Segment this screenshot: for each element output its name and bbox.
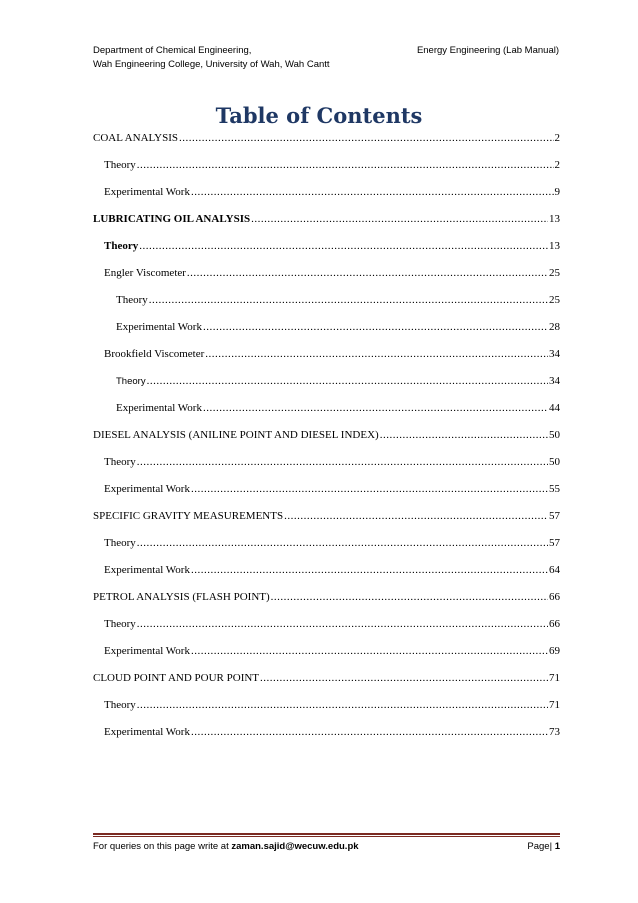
header-manual: Energy Engineering (Lab Manual)	[416, 45, 559, 56]
toc-label: Experimental Work	[104, 564, 190, 576]
toc-page: 50	[549, 429, 560, 441]
toc-label: Theory	[116, 294, 148, 306]
toc-label: Theory	[104, 159, 136, 171]
toc-label: PETROL ANALYSIS (FLASH POINT)	[93, 591, 270, 603]
toc-page: 2	[554, 132, 560, 144]
toc-page: 13	[549, 213, 560, 225]
toc-entry-experimental-work[interactable]	[104, 726, 560, 738]
toc-page: 34	[549, 375, 560, 387]
toc-page: 9	[554, 186, 560, 198]
toc-entry-cloud-point-and-pour-point[interactable]	[93, 672, 560, 684]
toc-page: 55	[549, 483, 560, 495]
toc-label: Experimental Work	[104, 726, 190, 738]
toc-page: 25	[549, 267, 560, 279]
toc-entry-specific-gravity-measurements[interactable]	[93, 510, 560, 522]
toc-label: SPECIFIC GRAVITY MEASUREMENTS	[93, 510, 284, 522]
toc-label: DIESEL ANALYSIS (ANILINE POINT AND DIESEL INDEX)	[93, 429, 379, 441]
toc-entry-engler-viscometer[interactable]	[104, 267, 560, 279]
toc-entry-experimental-work[interactable]	[116, 402, 560, 414]
toc-entry-brookfield-viscometer[interactable]	[104, 348, 560, 360]
toc-entry-petrol-analysis[interactable]	[93, 591, 560, 603]
toc-entry-theory[interactable]	[104, 159, 560, 171]
toc-entry-coal-analysis[interactable]	[93, 132, 560, 144]
toc-entry-experimental-work[interactable]	[104, 645, 560, 657]
footer-email[interactable]: zaman.sajid@wecuw.edu.pk	[231, 841, 359, 852]
toc-page: 25	[549, 294, 560, 306]
toc-page: 73	[549, 726, 560, 738]
toc-label: Experimental Work	[116, 402, 202, 414]
toc-entry-theory[interactable]	[104, 456, 560, 468]
toc-label: Engler Viscometer	[104, 267, 186, 279]
header-left	[93, 44, 330, 72]
toc-page: 71	[549, 699, 560, 711]
toc-label: LUBRICATING OIL ANALYSIS	[93, 213, 251, 225]
toc-entry-theory[interactable]	[104, 699, 560, 711]
toc-label: Theory	[104, 699, 136, 711]
toc-page: 13	[549, 240, 560, 252]
toc-label: Experimental Work	[104, 186, 190, 198]
toc-label: Brookfield Viscometer	[104, 348, 205, 360]
toc-label: Experimental Work	[104, 645, 190, 657]
toc-entry-experimental-work[interactable]	[104, 186, 560, 198]
toc-entry-diesel-analysis[interactable]	[93, 429, 560, 441]
toc-entry-theory[interactable]	[116, 375, 560, 387]
footer-rule-thick	[93, 833, 560, 835]
toc-label: Theory	[116, 376, 146, 387]
toc-label: COAL ANALYSIS	[93, 132, 178, 144]
toc-label: Experimental Work	[104, 483, 190, 495]
toc-label: Theory	[104, 537, 136, 549]
toc-page: 71	[549, 672, 560, 684]
toc-page: 57	[549, 510, 560, 522]
toc-page: 66	[549, 591, 560, 603]
toc-entry-experimental-work[interactable]	[116, 321, 560, 333]
toc-label: CLOUD POINT AND POUR POINT	[93, 672, 260, 684]
toc-entry-theory[interactable]	[104, 618, 560, 630]
footer-page-number: 1	[554, 841, 560, 852]
page-title: Table of Contents	[215, 103, 423, 128]
toc-entry-theory[interactable]	[104, 537, 560, 549]
toc-page: 57	[549, 537, 560, 549]
toc-entry-theory[interactable]	[116, 294, 560, 306]
toc-page: 34	[549, 348, 560, 360]
footer-prefix: For queries on this page write at	[93, 841, 229, 852]
toc-entry-theory[interactable]	[104, 240, 560, 252]
toc-label: Theory	[104, 456, 136, 468]
toc-page: 50	[549, 456, 560, 468]
header-college: Wah Engineering College, University of Wah, Wah Cantt	[93, 59, 330, 70]
toc-page: 2	[554, 159, 560, 171]
toc-page: 64	[549, 564, 560, 576]
toc-entry-experimental-work[interactable]	[104, 483, 560, 495]
footer-page	[527, 841, 560, 852]
toc-page: 69	[549, 645, 560, 657]
toc-entry-lubricating-oil-analysis[interactable]	[93, 213, 560, 225]
footer-rule-thin	[93, 836, 560, 837]
footer-contact	[93, 841, 359, 852]
toc-label: Theory	[104, 618, 136, 630]
footer-page-label: Page|	[527, 841, 553, 852]
toc-page: 44	[549, 402, 560, 414]
toc-page: 28	[549, 321, 560, 333]
toc-label: Theory	[104, 240, 139, 252]
toc-label: Experimental Work	[116, 321, 202, 333]
toc-page: 66	[549, 618, 560, 630]
toc-entry-experimental-work[interactable]	[104, 564, 560, 576]
header-department: Department of Chemical Engineering,	[93, 45, 252, 56]
